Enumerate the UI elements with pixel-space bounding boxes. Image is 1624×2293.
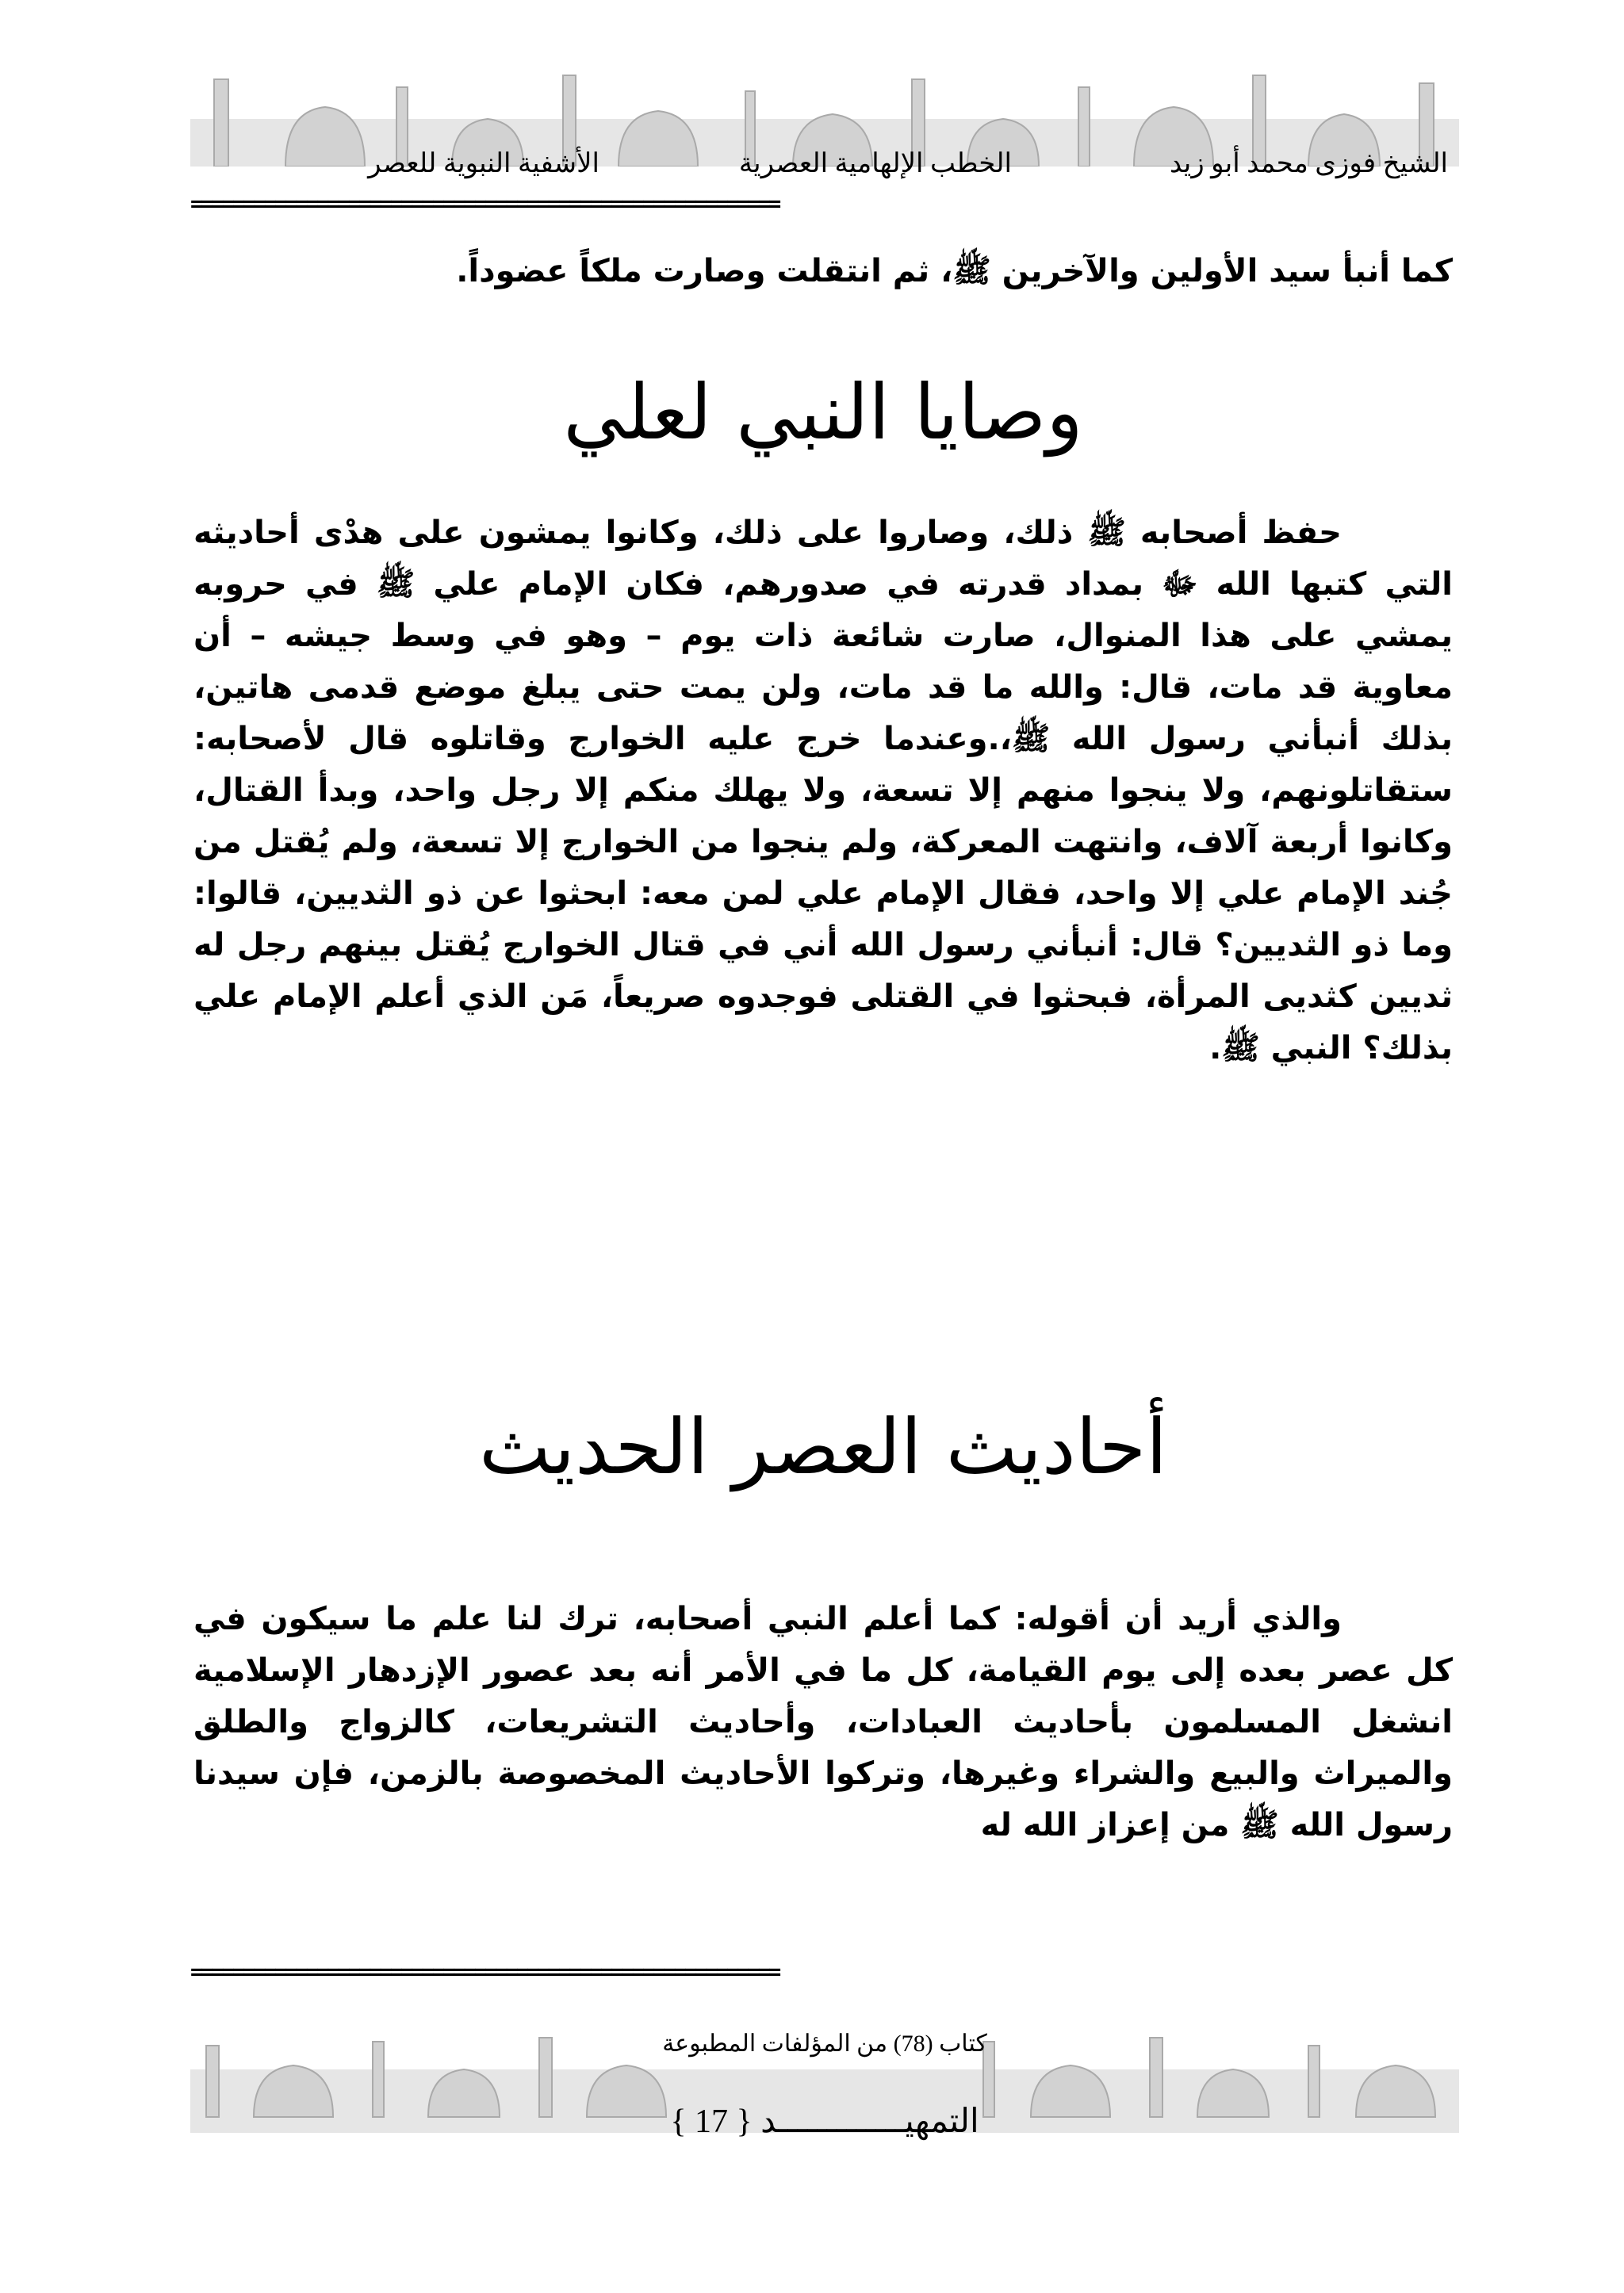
section-heading-modern-era-hadith: أحاديث العصر الحديث xyxy=(479,1403,1167,1491)
body-paragraph: حفظ أصحابه ﷺ ذلك، وصاروا على ذلك، وكانوا يمشون على هدْى أحاديثه التي كتبها الله ﷻ بمداد قدرته في صدورهم، فكان الإمام علي ﷺ في حروبه يمشي على هذا المنوال، صارت شائعة ذات يوم – وهو في وسط جيشه – أن معاوية قد مات، قال: والله ما قد مات، ولن يمت حتى يبلغ موضع قدمى هاتين، بذلك أنبأني رسول الله ﷺ،.وعندما خرج عليه الخوارج وقاتلوه قال لأصحابه: ستقاتلونهم، ولا ينجوا منهم إلا تسعة، ولا يهلك منكم إلا رجل واحد، وبدأ القتال، وكانوا أربعة آلاف، وانتهت المعركة، ولم ينجوا من الخوارج إلا تسعة، ولم يُقتل من جُند الإمام علي إلا واحد، فقال الإمام علي لمن معه: ابحثوا عن ذو الثديين، قالوا: وما ذو الثديين؟ قال: أنبأني رسول الله أني في قتال الخوارج يُقتل بينهم رجل له ثديين كثديى المرأة، فبحثوا في القتلى فوجدوه صريعاً، مَن الذي أعلم الإمام علي بذلك؟ النبي ﷺ. xyxy=(193,515,1453,1066)
footer-book-number: كتاب (78) من المؤلفات المطبوعة xyxy=(662,2031,987,2057)
running-header xyxy=(190,147,1456,192)
header-author: الشيخ فوزى محمد أبو زيد xyxy=(1169,149,1448,178)
header-book-title: الأشفية النبوية للعصر xyxy=(368,149,599,178)
footer-divider: ======================================================== xyxy=(190,1966,779,1979)
section-heading-prophet-advice: وصايا النبي لعلي xyxy=(563,368,1083,457)
header-series-title: الخطب الإلهامية العصرية xyxy=(738,149,1012,178)
header-divider: ======================================================== xyxy=(190,198,779,211)
body-paragraph-continuation: كما أنبأ سيد الأولين والآخرين ﷺ، ثم انتقلت وصارت ملكاً عضوداً. xyxy=(456,253,1453,289)
body-paragraph: والذي أريد أن أقوله: كما أعلم النبي أصحابه، ترك لنا علم ما سيكون في كل عصر بعده إلى يوم القيامة، كل ما في الأمر أنه بعد عصور الإزدهار الإسلامية انشغل المسلمون بأحاديث العبادات، وأحاديث التشريعات، كالزواج والطلق والميراث والبيع والشراء وغيرها، وتركوا الأحاديث المخصوصة بالزمن، فإن سيدنا رسول الله ﷺ من إعزاز الله له xyxy=(193,1601,1453,1843)
footer-page-number: التمهيـــــــــــــد { 17 } xyxy=(670,2104,979,2140)
